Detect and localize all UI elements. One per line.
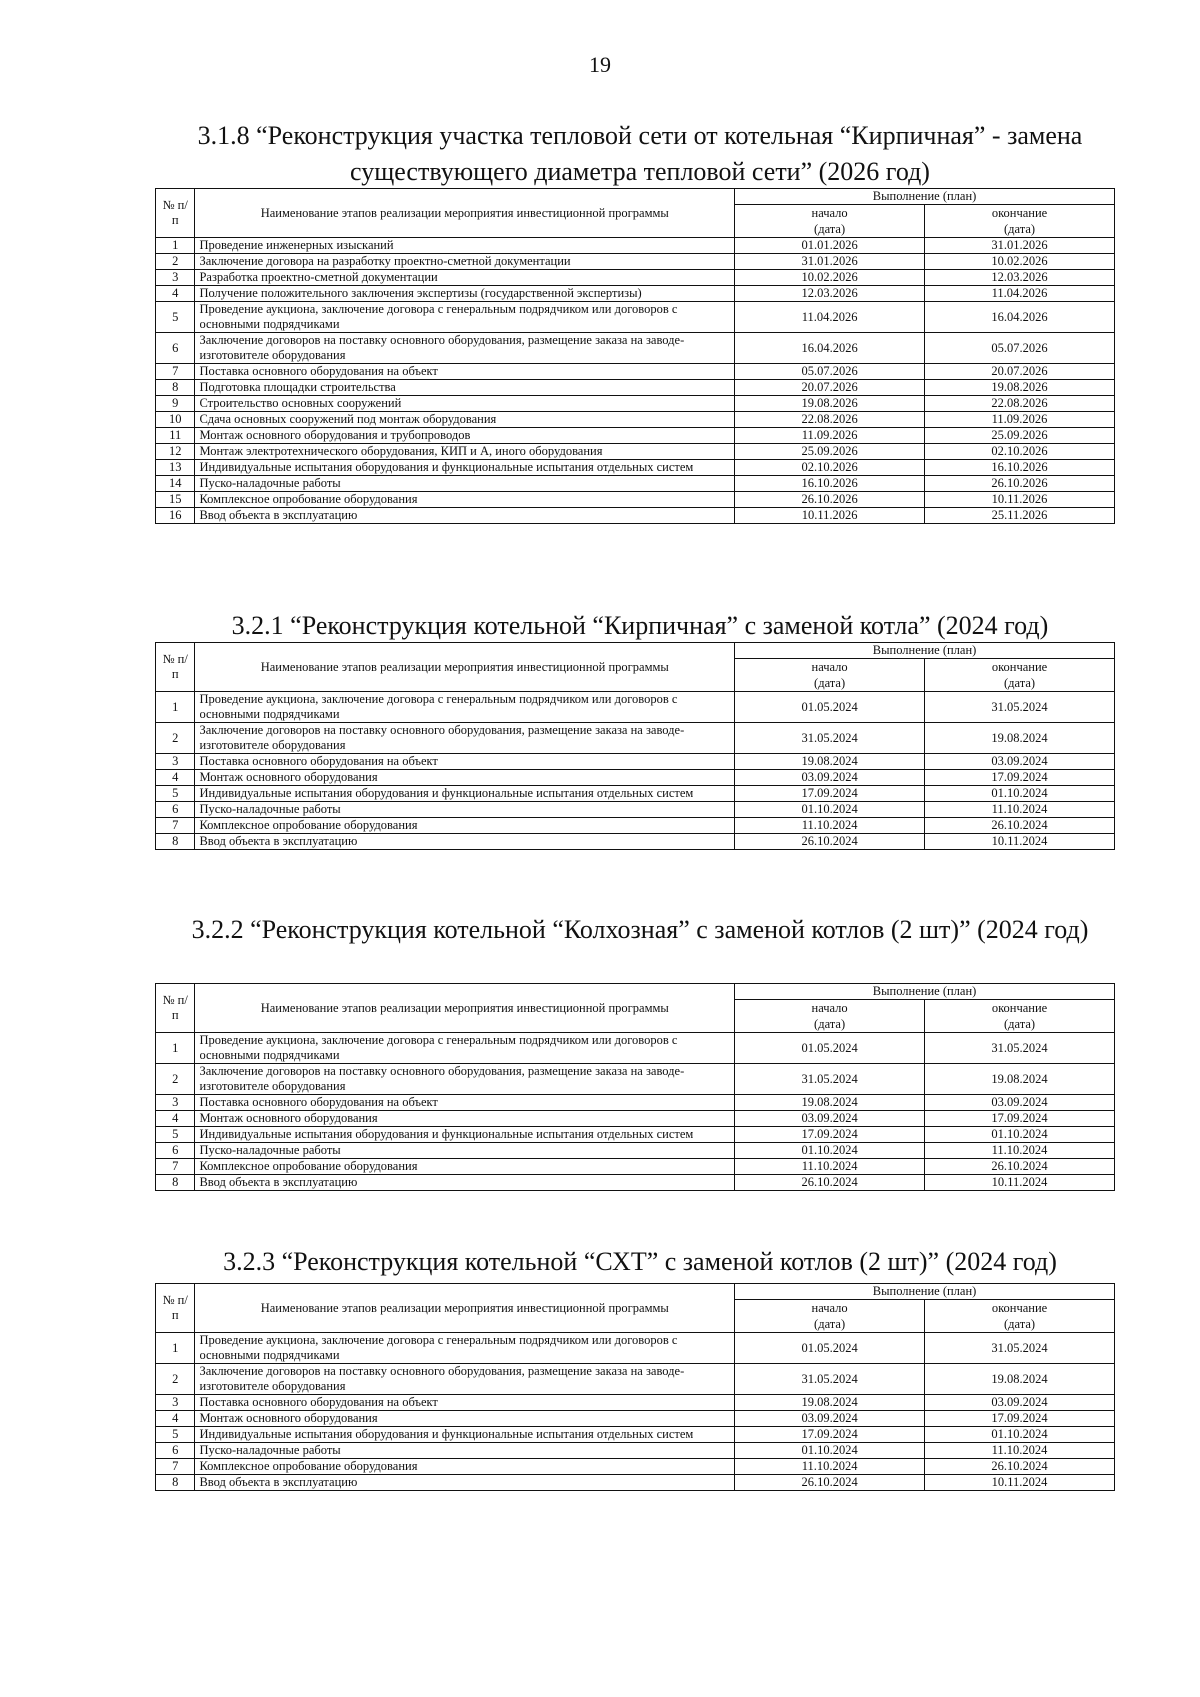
section-title: 3.2.1 “Реконструкция котельной “Кирпичная” с заменой котла” (2024 год) [231, 611, 1049, 640]
header-date-label: (дата) [814, 222, 846, 236]
row-end-date: 19.08.2026 [925, 380, 1115, 396]
table-row [156, 460, 1115, 476]
table-row [156, 508, 1115, 524]
header-date-label: (дата) [1003, 222, 1036, 236]
row-start-date: 01.10.2024 [735, 1143, 925, 1159]
header-name: Наименование этапов реализации мероприятия инвестиционной программы [195, 643, 735, 692]
section-title: 3.1.8 “Реконструкция участка тепловой сети от котельная “Кирпичная” - замена существующего диаметра тепловой сети” (2026 год) [197, 121, 1083, 186]
table-row [156, 1443, 1115, 1459]
row-number: 3 [156, 754, 195, 770]
row-start-date: 12.03.2026 [735, 286, 925, 302]
header-execution: Выполнение (план) [735, 1284, 1115, 1300]
row-number: 2 [156, 1064, 195, 1095]
row-stage-name: Комплексное опробование оборудования [195, 1459, 735, 1475]
table-row [156, 1175, 1115, 1191]
header-end [925, 1300, 1115, 1333]
row-number: 8 [156, 380, 195, 396]
header-start-label: начало [811, 206, 848, 220]
row-stage-name: Индивидуальные испытания оборудования и функциональные испытания отдельных систем [195, 786, 735, 802]
table-row [156, 1143, 1115, 1159]
header-date-label: (дата) [1003, 1317, 1036, 1331]
row-end-date: 25.09.2026 [925, 428, 1115, 444]
table-row [156, 238, 1115, 254]
row-stage-name: Индивидуальные испытания оборудования и функциональные испытания отдельных систем [195, 1127, 735, 1143]
row-end-date: 02.10.2026 [925, 444, 1115, 460]
row-number: 2 [156, 723, 195, 754]
row-end-date: 10.11.2024 [925, 1175, 1115, 1191]
row-stage-name: Поставка основного оборудования на объект [195, 754, 735, 770]
table-row [156, 1033, 1115, 1064]
table-row [156, 786, 1115, 802]
table-row [156, 254, 1115, 270]
row-start-date: 11.10.2024 [735, 1159, 925, 1175]
header-start-label: начало [811, 1001, 848, 1015]
row-number: 9 [156, 396, 195, 412]
header-start [735, 205, 925, 238]
header-start-label: начало [811, 660, 848, 674]
row-stage-name: Монтаж основного оборудования и трубопроводов [195, 428, 735, 444]
row-start-date: 01.05.2024 [735, 692, 925, 723]
row-start-date: 25.09.2026 [735, 444, 925, 460]
row-end-date: 31.05.2024 [925, 1033, 1115, 1064]
row-end-date: 01.10.2024 [925, 1427, 1115, 1443]
row-stage-name: Ввод объекта в эксплуатацию [195, 1175, 735, 1191]
row-stage-name: Проведение аукциона, заключение договора с генеральным подрядчиком или договоров с основными подрядчиками [195, 1033, 735, 1064]
table-row [156, 818, 1115, 834]
row-stage-name: Проведение инженерных изысканий [195, 238, 735, 254]
row-end-date: 17.09.2024 [925, 1411, 1115, 1427]
row-end-date: 31.01.2026 [925, 238, 1115, 254]
header-num: № п/п [156, 643, 195, 692]
header-execution: Выполнение (план) [735, 189, 1115, 205]
row-end-date: 17.09.2024 [925, 1111, 1115, 1127]
table-row [156, 1064, 1115, 1095]
row-stage-name: Пуско-наладочные работы [195, 476, 735, 492]
row-stage-name: Поставка основного оборудования на объект [195, 364, 735, 380]
row-stage-name: Разработка проектно-сметной документации [195, 270, 735, 286]
table-row [156, 444, 1115, 460]
row-end-date: 05.07.2026 [925, 333, 1115, 364]
header-start [735, 1300, 925, 1333]
row-end-date: 01.10.2024 [925, 1127, 1115, 1143]
row-start-date: 11.04.2026 [735, 302, 925, 333]
row-end-date: 03.09.2024 [925, 1095, 1115, 1111]
row-start-date: 01.01.2026 [735, 238, 925, 254]
row-number: 5 [156, 786, 195, 802]
row-stage-name: Получение положительного заключения экспертизы (государственной экспертизы) [195, 286, 735, 302]
table-row [156, 1427, 1115, 1443]
row-number: 8 [156, 1175, 195, 1191]
row-stage-name: Заключение договоров на поставку основного оборудования, размещение заказа на заводе-изготовителе оборудования [195, 333, 735, 364]
row-stage-name: Сдача основных сооружений под монтаж оборудования [195, 412, 735, 428]
row-end-date: 11.10.2024 [925, 1443, 1115, 1459]
row-stage-name: Ввод объекта в эксплуатацию [195, 1475, 735, 1491]
header-num: № п/п [156, 984, 195, 1033]
row-stage-name: Монтаж электротехнического оборудования, КИП и А, иного оборудования [195, 444, 735, 460]
row-end-date: 20.07.2026 [925, 364, 1115, 380]
table-row [156, 754, 1115, 770]
row-stage-name: Пуско-наладочные работы [195, 1443, 735, 1459]
schedule-table [155, 983, 1115, 1191]
table-row [156, 333, 1115, 364]
row-start-date: 03.09.2024 [735, 1111, 925, 1127]
row-end-date: 17.09.2024 [925, 770, 1115, 786]
row-stage-name: Заключение договоров на поставку основного оборудования, размещение заказа на заводе-изготовителе оборудования [195, 723, 735, 754]
table-row [156, 1395, 1115, 1411]
table-row [156, 412, 1115, 428]
row-start-date: 17.09.2024 [735, 1127, 925, 1143]
schedule-table [155, 1283, 1115, 1491]
table-row [156, 692, 1115, 723]
table-row [156, 834, 1115, 850]
header-row [156, 189, 1115, 205]
row-stage-name: Поставка основного оборудования на объект [195, 1095, 735, 1111]
table-row [156, 1127, 1115, 1143]
table-row [156, 492, 1115, 508]
header-end-label: окончание [991, 206, 1048, 220]
section-title: 3.2.3 “Реконструкция котельной “СХТ” с заменой котлов (2 шт)” (2024 год) [223, 1247, 1057, 1276]
row-number: 11 [156, 428, 195, 444]
row-end-date: 31.05.2024 [925, 1333, 1115, 1364]
table-row [156, 286, 1115, 302]
header-end-label: окончание [991, 1301, 1048, 1315]
table-row [156, 1364, 1115, 1395]
section-title: 3.2.2 “Реконструкция котельной “Колхозная” с заменой котлов (2 шт)” (2024 год) [191, 915, 1089, 944]
table-row [156, 1111, 1115, 1127]
row-stage-name: Индивидуальные испытания оборудования и функциональные испытания отдельных систем [195, 1427, 735, 1443]
header-row [156, 984, 1115, 1000]
row-number: 7 [156, 818, 195, 834]
row-stage-name: Комплексное опробование оборудования [195, 818, 735, 834]
row-end-date: 10.11.2024 [925, 834, 1115, 850]
row-number: 7 [156, 364, 195, 380]
row-number: 3 [156, 1095, 195, 1111]
row-start-date: 11.09.2026 [735, 428, 925, 444]
header-row [156, 1284, 1115, 1300]
row-start-date: 17.09.2024 [735, 1427, 925, 1443]
header-end [925, 1000, 1115, 1033]
row-stage-name: Строительство основных сооружений [195, 396, 735, 412]
header-end [925, 659, 1115, 692]
row-number: 1 [156, 1333, 195, 1364]
row-number: 10 [156, 412, 195, 428]
row-number: 6 [156, 802, 195, 818]
header-end-label: окончание [991, 660, 1048, 674]
row-number: 1 [156, 238, 195, 254]
row-number: 2 [156, 1364, 195, 1395]
row-number: 4 [156, 770, 195, 786]
row-number: 3 [156, 270, 195, 286]
row-stage-name: Монтаж основного оборудования [195, 1111, 735, 1127]
row-end-date: 26.10.2024 [925, 1459, 1115, 1475]
table-row [156, 364, 1115, 380]
row-end-date: 03.09.2024 [925, 754, 1115, 770]
row-stage-name: Ввод объекта в эксплуатацию [195, 834, 735, 850]
row-stage-name: Пуско-наладочные работы [195, 1143, 735, 1159]
row-start-date: 19.08.2024 [735, 1395, 925, 1411]
table-row [156, 302, 1115, 333]
header-num: № п/п [156, 189, 195, 238]
row-number: 6 [156, 1143, 195, 1159]
schedule-table [155, 642, 1115, 850]
row-end-date: 26.10.2026 [925, 476, 1115, 492]
table-row [156, 1159, 1115, 1175]
row-start-date: 31.05.2024 [735, 1364, 925, 1395]
table-row [156, 1411, 1115, 1427]
row-end-date: 26.10.2024 [925, 1159, 1115, 1175]
row-start-date: 19.08.2024 [735, 754, 925, 770]
row-number: 2 [156, 254, 195, 270]
row-number: 7 [156, 1459, 195, 1475]
row-stage-name: Проведение аукциона, заключение договора с генеральным подрядчиком или договоров с основными подрядчиками [195, 692, 735, 723]
row-stage-name: Монтаж основного оборудования [195, 1411, 735, 1427]
row-end-date: 11.10.2024 [925, 802, 1115, 818]
row-start-date: 03.09.2024 [735, 1411, 925, 1427]
table-row [156, 770, 1115, 786]
header-row [156, 643, 1115, 659]
row-stage-name: Проведение аукциона, заключение договора с генеральным подрядчиком или договоров с основными подрядчиками [195, 1333, 735, 1364]
header-start-label: начало [811, 1301, 848, 1315]
row-number: 16 [156, 508, 195, 524]
row-start-date: 31.01.2026 [735, 254, 925, 270]
row-number: 8 [156, 834, 195, 850]
schedule-table [155, 188, 1115, 524]
header-end-label: окончание [991, 1001, 1048, 1015]
row-end-date: 31.05.2024 [925, 692, 1115, 723]
row-stage-name: Монтаж основного оборудования [195, 770, 735, 786]
row-stage-name: Пуско-наладочные работы [195, 802, 735, 818]
row-start-date: 26.10.2026 [735, 492, 925, 508]
header-name: Наименование этапов реализации мероприятия инвестиционной программы [195, 1284, 735, 1333]
row-end-date: 12.03.2026 [925, 270, 1115, 286]
row-end-date: 10.02.2026 [925, 254, 1115, 270]
row-end-date: 10.11.2026 [925, 492, 1115, 508]
table-row [156, 270, 1115, 286]
header-execution: Выполнение (план) [735, 643, 1115, 659]
row-start-date: 11.10.2024 [735, 818, 925, 834]
row-start-date: 26.10.2024 [735, 1475, 925, 1491]
row-number: 5 [156, 302, 195, 333]
row-end-date: 22.08.2026 [925, 396, 1115, 412]
table-row [156, 396, 1115, 412]
row-start-date: 05.07.2026 [735, 364, 925, 380]
row-start-date: 16.04.2026 [735, 333, 925, 364]
header-date-label: (дата) [814, 676, 846, 690]
table-row [156, 428, 1115, 444]
row-start-date: 20.07.2026 [735, 380, 925, 396]
row-end-date: 16.04.2026 [925, 302, 1115, 333]
row-stage-name: Поставка основного оборудования на объект [195, 1395, 735, 1411]
row-end-date: 19.08.2024 [925, 1064, 1115, 1095]
header-start [735, 1000, 925, 1033]
row-start-date: 01.10.2024 [735, 1443, 925, 1459]
row-number: 1 [156, 1033, 195, 1064]
row-end-date: 26.10.2024 [925, 818, 1115, 834]
table-row [156, 1095, 1115, 1111]
row-number: 5 [156, 1427, 195, 1443]
table-row [156, 1459, 1115, 1475]
row-start-date: 17.09.2024 [735, 786, 925, 802]
page-number: 19 [589, 52, 611, 77]
table-row [156, 380, 1115, 396]
row-stage-name: Заключение договора на разработку проектно-сметной документации [195, 254, 735, 270]
row-start-date: 03.09.2024 [735, 770, 925, 786]
header-num: № п/п [156, 1284, 195, 1333]
header-date-label: (дата) [1003, 1017, 1036, 1031]
header-date-label: (дата) [1003, 676, 1036, 690]
row-stage-name: Подготовка площадки строительства [195, 380, 735, 396]
table-row [156, 802, 1115, 818]
header-name: Наименование этапов реализации мероприятия инвестиционной программы [195, 984, 735, 1033]
row-end-date: 19.08.2024 [925, 1364, 1115, 1395]
table-row [156, 476, 1115, 492]
row-start-date: 01.05.2024 [735, 1033, 925, 1064]
row-number: 5 [156, 1127, 195, 1143]
row-number: 14 [156, 476, 195, 492]
row-end-date: 16.10.2026 [925, 460, 1115, 476]
row-number: 4 [156, 1411, 195, 1427]
row-end-date: 01.10.2024 [925, 786, 1115, 802]
row-start-date: 11.10.2024 [735, 1459, 925, 1475]
row-number: 4 [156, 286, 195, 302]
row-end-date: 19.08.2024 [925, 723, 1115, 754]
header-start [735, 659, 925, 692]
row-start-date: 10.11.2026 [735, 508, 925, 524]
row-stage-name: Комплексное опробование оборудования [195, 492, 735, 508]
row-start-date: 19.08.2024 [735, 1095, 925, 1111]
row-start-date: 10.02.2026 [735, 270, 925, 286]
header-name: Наименование этапов реализации мероприятия инвестиционной программы [195, 189, 735, 238]
row-number: 1 [156, 692, 195, 723]
header-end [925, 205, 1115, 238]
row-start-date: 16.10.2026 [735, 476, 925, 492]
row-number: 4 [156, 1111, 195, 1127]
row-end-date: 10.11.2024 [925, 1475, 1115, 1491]
table-row [156, 1333, 1115, 1364]
header-date-label: (дата) [814, 1317, 846, 1331]
row-start-date: 01.10.2024 [735, 802, 925, 818]
header-execution: Выполнение (план) [735, 984, 1115, 1000]
row-start-date: 31.05.2024 [735, 1064, 925, 1095]
row-start-date: 19.08.2026 [735, 396, 925, 412]
row-start-date: 01.05.2024 [735, 1333, 925, 1364]
row-number: 15 [156, 492, 195, 508]
header-date-label: (дата) [814, 1017, 846, 1031]
row-number: 6 [156, 1443, 195, 1459]
table-row [156, 1475, 1115, 1491]
row-end-date: 25.11.2026 [925, 508, 1115, 524]
row-stage-name: Комплексное опробование оборудования [195, 1159, 735, 1175]
row-start-date: 22.08.2026 [735, 412, 925, 428]
row-stage-name: Заключение договоров на поставку основного оборудования, размещение заказа на заводе-изготовителе оборудования [195, 1064, 735, 1095]
row-start-date: 31.05.2024 [735, 723, 925, 754]
row-stage-name: Проведение аукциона, заключение договора с генеральным подрядчиком или договоров с основными подрядчиками [195, 302, 735, 333]
row-end-date: 11.10.2024 [925, 1143, 1115, 1159]
row-end-date: 11.09.2026 [925, 412, 1115, 428]
row-stage-name: Индивидуальные испытания оборудования и функциональные испытания отдельных систем [195, 460, 735, 476]
row-number: 6 [156, 333, 195, 364]
row-start-date: 26.10.2024 [735, 834, 925, 850]
table-row [156, 723, 1115, 754]
row-stage-name: Заключение договоров на поставку основного оборудования, размещение заказа на заводе-изготовителе оборудования [195, 1364, 735, 1395]
row-end-date: 11.04.2026 [925, 286, 1115, 302]
row-number: 12 [156, 444, 195, 460]
row-end-date: 03.09.2024 [925, 1395, 1115, 1411]
row-start-date: 02.10.2026 [735, 460, 925, 476]
row-number: 8 [156, 1475, 195, 1491]
row-number: 13 [156, 460, 195, 476]
row-start-date: 26.10.2024 [735, 1175, 925, 1191]
row-number: 3 [156, 1395, 195, 1411]
row-stage-name: Ввод объекта в эксплуатацию [195, 508, 735, 524]
row-number: 7 [156, 1159, 195, 1175]
